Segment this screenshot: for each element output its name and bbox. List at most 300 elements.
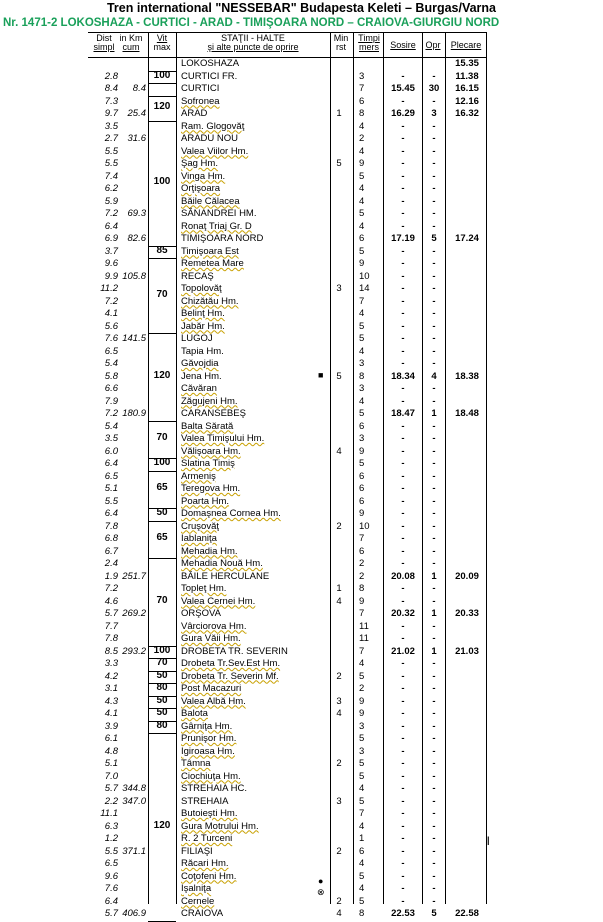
distance-cumulative: 69.3: [127, 208, 146, 219]
arrival-time: 20.08: [391, 570, 415, 582]
arrival-time: -: [401, 70, 405, 82]
station-name: FILIAŞI: [181, 845, 213, 857]
table-row: [0, 533, 603, 546]
travel-time: 11: [359, 620, 369, 632]
stop-duration: -: [432, 245, 436, 257]
table-row: [0, 858, 603, 871]
stop-minutes: 3: [336, 283, 342, 294]
table-row: [0, 871, 603, 884]
stop-duration: -: [432, 420, 436, 432]
stop-duration: -: [432, 320, 436, 332]
arrival-time: 18.47: [391, 408, 415, 419]
travel-time: 6: [359, 545, 365, 557]
table-row: [0, 271, 603, 284]
travel-time: 7: [359, 645, 365, 657]
distance-simple: 6.3: [104, 820, 118, 832]
table-row: [0, 708, 603, 721]
station-name: ARADU NOU: [181, 133, 239, 144]
departure-time: 12.16: [455, 95, 479, 107]
distance-simple: 3.5: [104, 433, 118, 444]
station-name: CURTICI FR.: [181, 70, 238, 82]
travel-time: 4: [359, 395, 365, 407]
table-row: [0, 333, 603, 346]
header-km: in Km cum: [119, 33, 143, 52]
travel-time: 4: [359, 120, 365, 132]
station-name: Coţofeni Hm.: [181, 870, 237, 882]
travel-time: 9: [359, 695, 365, 707]
arrival-time: -: [401, 320, 405, 332]
distance-simple: 5.5: [104, 145, 118, 157]
stop-minutes: 5: [336, 158, 342, 169]
station-name: Cernele: [181, 895, 215, 907]
speed-limit: 85: [156, 244, 168, 256]
stop-duration: -: [432, 208, 436, 219]
station-name: Orţişoara: [181, 183, 221, 194]
travel-time: 1: [359, 833, 365, 844]
distance-simple: 4.6: [104, 595, 118, 607]
arrival-time: -: [401, 433, 405, 444]
station-name: Chizătău Hm.: [181, 295, 239, 307]
arrival-time: -: [401, 883, 405, 894]
station-name: Tapia Hm.: [181, 345, 224, 357]
stop-duration: -: [432, 445, 436, 457]
distance-simple: 6.5: [104, 470, 118, 482]
travel-time: 10: [359, 520, 370, 532]
departure-time: 20.33: [455, 608, 479, 619]
table-row: [0, 108, 603, 121]
distance-simple: 6.1: [104, 733, 118, 744]
distance-simple: 5.7: [104, 783, 118, 794]
distance-simple: 6.4: [104, 220, 118, 232]
travel-time: 4: [359, 195, 365, 207]
arrival-time: -: [401, 420, 405, 432]
travel-time: 4: [359, 858, 365, 869]
station-name: Butoieşti Hm.: [181, 808, 238, 819]
distance-simple: 9.9: [104, 270, 118, 282]
stop-duration: -: [432, 120, 436, 132]
arrival-time: -: [401, 483, 405, 494]
arrival-time: -: [401, 208, 405, 219]
table-row: [0, 183, 603, 196]
station-name: CRAIOVA: [181, 908, 224, 919]
stop-duration: -: [432, 658, 436, 669]
departure-time: 16.32: [455, 108, 479, 119]
station-name: Mehadia Hm.: [181, 545, 238, 557]
distance-simple: 9.7: [104, 108, 118, 119]
station-name: SÂNANDREI HM.: [181, 208, 257, 219]
arrival-time: -: [401, 870, 405, 882]
travel-time: 5: [359, 458, 365, 469]
arrival-time: -: [401, 708, 405, 719]
table-row: [0, 483, 603, 496]
station-name: Ram. Glogovăţ: [181, 120, 245, 132]
distance-simple: 6.5: [104, 345, 118, 357]
stop-duration: 1: [431, 608, 437, 619]
arrival-time: 21.02: [391, 645, 415, 657]
stop-duration: 4: [431, 370, 437, 382]
travel-time: 9: [359, 708, 365, 719]
distance-simple: 4.1: [104, 308, 118, 319]
station-name: Post Macazuri: [181, 683, 242, 694]
distance-simple: 7.0: [104, 770, 118, 782]
stop-duration: -: [432, 70, 436, 82]
table-row: [0, 121, 603, 134]
distance-simple: 4.1: [104, 708, 118, 719]
arrival-time: -: [401, 458, 405, 469]
stop-duration: -: [432, 270, 436, 282]
station-name: Gârniţa Hm.: [181, 720, 233, 732]
station-name: Topolovăţ: [181, 283, 222, 294]
stop-duration: -: [432, 545, 436, 557]
distance-simple: 7.2: [104, 295, 118, 307]
stop-duration: -: [432, 345, 436, 357]
distance-simple: 4.3: [104, 695, 118, 707]
travel-time: 5: [359, 320, 365, 332]
table-row: [0, 833, 603, 846]
stop-duration: 1: [431, 645, 437, 657]
arrival-time: -: [401, 170, 405, 182]
travel-time: 5: [359, 170, 365, 182]
distance-simple: 5.5: [104, 845, 118, 857]
table-row: [0, 133, 603, 146]
station-name: DROBETA TR. SEVERIN: [181, 645, 288, 657]
travel-time: 7: [359, 533, 365, 544]
distance-simple: 3.7: [104, 245, 118, 257]
table-row: [0, 883, 603, 896]
departure-time: 11.38: [455, 70, 479, 82]
station-name: LUGOJ: [181, 333, 213, 344]
stop-minutes: 4: [336, 445, 342, 457]
station-name: Tâmna: [181, 758, 211, 769]
travel-time: 3: [359, 433, 365, 444]
header-dist: Dist simpl: [93, 33, 115, 52]
travel-time: 6: [359, 233, 365, 244]
travel-time: 9: [359, 508, 365, 519]
table-row: [0, 558, 603, 571]
distance-simple: 7.4: [104, 170, 118, 182]
stop-duration: -: [432, 533, 436, 544]
travel-time: 6: [359, 420, 365, 432]
arrival-time: -: [401, 845, 405, 857]
station-name: Igiroasa Hm.: [181, 745, 235, 757]
station-name: Răcari Hm.: [181, 858, 229, 869]
travel-time: 2: [359, 133, 365, 144]
train-subtitle: Nr. 1471-2 LOKOSHAZA - CURTICI - ARAD - TIMIŞOARA NORD – CRAIOVA-GIURGIU NORD: [3, 17, 500, 29]
table-row: [0, 58, 603, 71]
travel-time: 3: [359, 358, 365, 369]
table-row: [0, 421, 603, 434]
travel-time: 4: [359, 820, 365, 832]
arrival-time: 17.19: [391, 233, 415, 244]
distance-cumulative: 371.1: [122, 845, 146, 857]
distance-simple: 9.6: [104, 870, 118, 882]
stop-duration: -: [432, 133, 436, 144]
travel-time: 8: [359, 370, 365, 382]
arrival-time: -: [401, 195, 405, 207]
stop-duration: 1: [431, 570, 437, 582]
table-row: [0, 296, 603, 309]
speed-limit: 80: [156, 682, 168, 694]
table-row: [0, 346, 603, 359]
arrival-time: -: [401, 183, 405, 194]
stop-duration: -: [432, 733, 436, 744]
station-name: BĂILE HERCULANE: [181, 570, 270, 582]
travel-time: 5: [359, 245, 365, 257]
distance-simple: 5.5: [104, 495, 118, 507]
table-row: [0, 221, 603, 234]
station-name: Timişoara Est: [181, 245, 239, 257]
departure-time: 15.35: [455, 58, 479, 69]
travel-time: 7: [359, 295, 365, 307]
table-row: [0, 433, 603, 446]
travel-time: 5: [359, 895, 365, 907]
table-row: [0, 96, 603, 109]
arrival-time: -: [401, 783, 405, 794]
departure-time: 21.03: [455, 645, 479, 657]
header-min: Min rst: [333, 33, 349, 52]
stop-duration: -: [432, 483, 436, 494]
station-name: R. 2 Turceni: [181, 833, 233, 844]
table-row: [0, 71, 603, 84]
distance-cumulative: 105.8: [122, 270, 146, 282]
travel-time: 3: [359, 720, 365, 732]
speed-limit: 100: [153, 176, 171, 187]
distance-simple: 6.6: [104, 383, 118, 394]
station-name: Şag Hm.: [181, 158, 218, 169]
distance-simple: 3.1: [104, 683, 118, 694]
distance-cumulative: 25.4: [127, 108, 146, 119]
stop-duration: -: [432, 808, 436, 819]
station-name: Slatina Timiş: [181, 458, 235, 469]
station-name: Valea Timişului Hm.: [181, 433, 265, 444]
travel-time: 4: [359, 145, 365, 157]
travel-time: 8: [359, 908, 365, 919]
travel-time: 5: [359, 795, 365, 807]
stop-minutes: 1: [336, 583, 342, 594]
distance-simple: 5.1: [104, 483, 118, 494]
stop-minutes: 2: [336, 895, 342, 907]
arrival-time: -: [401, 333, 405, 344]
station-name: Teregova Hm.: [181, 483, 241, 494]
arrival-time: 16.29: [391, 108, 415, 119]
speed-limit: 50: [156, 707, 168, 719]
distance-simple: 5.8: [104, 370, 118, 382]
table-row: [0, 196, 603, 209]
stop-duration: -: [432, 695, 436, 707]
arrival-time: -: [401, 358, 405, 369]
header-vit: Vit max: [153, 33, 171, 52]
station-name: Balta Sărată: [181, 420, 234, 432]
stop-duration: -: [432, 520, 436, 532]
arrival-time: -: [401, 383, 405, 394]
distance-simple: 7.6: [104, 883, 118, 894]
table-row: [0, 683, 603, 696]
travel-time: 5: [359, 208, 365, 219]
table-row: [0, 283, 603, 296]
table-row: [0, 758, 603, 771]
header-sosire: Sosire: [390, 40, 416, 50]
distance-simple: 1.2: [104, 833, 118, 844]
departure-time: 18.48: [455, 408, 479, 419]
stop-minutes: 2: [336, 520, 342, 532]
distance-simple: 2.2: [104, 795, 118, 807]
distance-simple: 7.2: [104, 408, 118, 419]
travel-time: 5: [359, 758, 365, 769]
station-name: Armeniş: [181, 470, 216, 482]
arrival-time: -: [401, 833, 405, 844]
departure-time: 20.09: [455, 570, 479, 582]
station-name: ARAD: [181, 108, 208, 119]
travel-time: 2: [359, 683, 365, 694]
arrival-time: 20.32: [391, 608, 415, 619]
station-name: Zăgujeni Hm.: [181, 395, 238, 407]
distance-simple: 6.4: [104, 458, 118, 469]
table-row: [0, 396, 603, 409]
distance-simple: 6.4: [104, 508, 118, 519]
speed-limit: 70: [156, 594, 168, 606]
arrival-time: -: [401, 558, 405, 569]
arrival-time: -: [401, 770, 405, 782]
arrival-time: -: [401, 133, 405, 144]
travel-time: 7: [359, 608, 365, 619]
arrival-time: 22.53: [391, 908, 415, 919]
station-name: Găvojdia: [181, 358, 219, 369]
table-row: [0, 646, 603, 659]
stop-duration: -: [432, 145, 436, 157]
station-name: TIMIŞOARA NORD: [181, 233, 264, 244]
distance-simple: 5.4: [104, 358, 118, 369]
table-row: [0, 358, 603, 371]
arrival-time: -: [401, 345, 405, 357]
arrival-time: -: [401, 508, 405, 519]
stop-duration: -: [432, 158, 436, 169]
distance-cumulative: 141.5: [122, 333, 146, 344]
distance-simple: 7.3: [104, 95, 118, 107]
speed-limit: 120: [153, 819, 171, 831]
distance-simple: 6.8: [104, 533, 118, 544]
station-name: CURTICI: [181, 83, 220, 94]
table-row: [0, 158, 603, 171]
station-name: Valea Viilor Hm.: [181, 145, 249, 157]
speed-limit: 100: [153, 457, 171, 469]
table-row: [0, 596, 603, 609]
travel-time: 3: [359, 383, 365, 394]
table-row: [0, 671, 603, 684]
station-name: Prunişor Hm.: [181, 733, 237, 744]
stop-duration: -: [432, 308, 436, 319]
departure-time: 17.24: [455, 233, 479, 244]
station-name: Drobeta Tr. Severin Mf.: [181, 670, 279, 682]
table-row: [0, 608, 603, 621]
departure-time: 22.58: [455, 908, 479, 919]
station-name: RECAŞ: [181, 270, 214, 282]
distance-simple: 4.8: [104, 745, 118, 757]
distance-simple: 5.5: [104, 158, 118, 169]
stop-duration: 5: [431, 908, 437, 919]
distance-cumulative: 293.2: [122, 645, 146, 657]
table-row: [0, 696, 603, 709]
table-row: [0, 408, 603, 421]
distance-simple: 6.5: [104, 858, 118, 869]
stop-duration: -: [432, 395, 436, 407]
arrival-time: -: [401, 283, 405, 294]
station-name: Iablaniţa: [181, 533, 217, 544]
travel-time: 4: [359, 783, 365, 794]
table-row: [0, 821, 603, 834]
travel-time: 6: [359, 495, 365, 507]
station-name: Drobeta Tr.Sev.Est Hm.: [181, 658, 281, 669]
distance-simple: 5.4: [104, 420, 118, 432]
marker-bar-icon: |: [487, 835, 490, 845]
arrival-time: -: [401, 445, 405, 457]
arrival-time: -: [401, 308, 405, 319]
stop-duration: -: [432, 508, 436, 519]
arrival-time: -: [401, 670, 405, 682]
stop-duration: -: [432, 820, 436, 832]
distance-simple: 1.9: [104, 570, 118, 582]
distance-simple: 6.9: [104, 233, 118, 244]
arrival-time: -: [401, 470, 405, 482]
stop-duration: -: [432, 595, 436, 607]
distance-simple: 7.2: [104, 583, 118, 594]
arrival-time: -: [401, 270, 405, 282]
stop-minutes: 2: [336, 845, 342, 857]
table-row: [0, 233, 603, 246]
travel-time: 5: [359, 408, 365, 419]
stop-duration: -: [432, 220, 436, 232]
travel-time: 6: [359, 95, 365, 107]
distance-cumulative: 406.9: [122, 908, 146, 919]
speed-limit: 70: [156, 288, 168, 300]
distance-cumulative: 8.4: [132, 83, 146, 94]
table-row: [0, 383, 603, 396]
cross-circle-icon: ⊗: [317, 887, 325, 897]
distance-cumulative: 82.6: [127, 233, 146, 244]
arrival-time: -: [401, 695, 405, 707]
station-name: Sofronea: [181, 95, 220, 107]
stop-minutes: 2: [336, 758, 342, 769]
station-name: Jabăr Hm.: [181, 320, 225, 332]
travel-time: 6: [359, 845, 365, 857]
arrival-time: -: [401, 633, 405, 644]
travel-time: 7: [359, 808, 365, 819]
travel-time: 3: [359, 70, 365, 82]
distance-cumulative: 344.8: [122, 783, 146, 794]
distance-simple: 5.9: [104, 195, 118, 207]
station-name: Balota: [181, 708, 208, 719]
speed-limit: 50: [156, 507, 168, 519]
travel-time: 6: [359, 483, 365, 494]
stop-duration: -: [432, 758, 436, 769]
arrival-time: -: [401, 595, 405, 607]
station-name: Gura Motrului Hm.: [181, 820, 259, 832]
arrival-time: -: [401, 495, 405, 507]
station-name: Jena Hm.: [181, 370, 222, 382]
stop-duration: -: [432, 870, 436, 882]
distance-cumulative: 269.2: [122, 608, 146, 619]
stop-duration: -: [432, 358, 436, 369]
travel-time: 6: [359, 470, 365, 482]
stop-duration: -: [432, 845, 436, 857]
distance-simple: 5.6: [104, 320, 118, 332]
speed-limit: 65: [156, 482, 168, 494]
stop-square-icon: ■: [318, 370, 324, 380]
stop-minutes: 4: [336, 908, 342, 919]
table-row: [0, 621, 603, 634]
travel-time: 4: [359, 883, 365, 894]
speed-limit: 70: [156, 657, 168, 669]
distance-simple: 5.7: [104, 908, 118, 919]
